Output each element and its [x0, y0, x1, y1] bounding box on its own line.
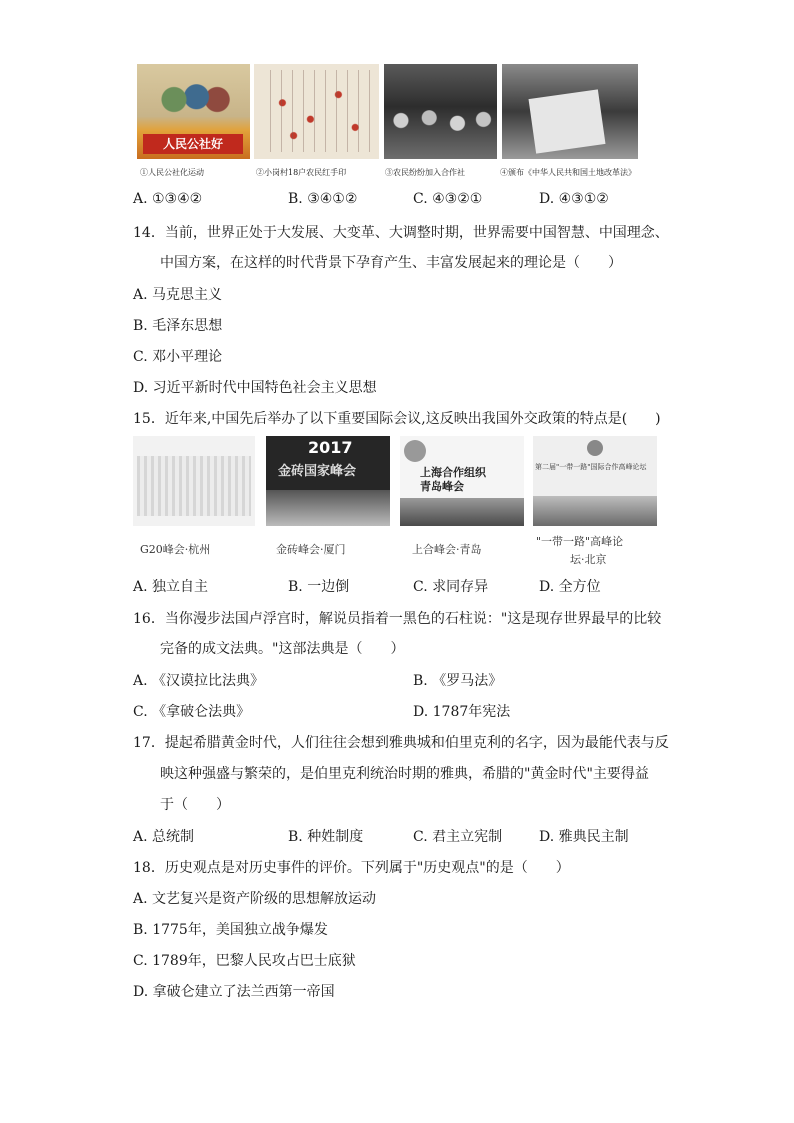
- q15-option-c[interactable]: C. 求同存异: [413, 579, 489, 595]
- q14-stem-line2: 中国方案，在这样的时代背景下孕育产生、丰富发展起来的理论是（ ）: [160, 255, 622, 271]
- q14-option-d[interactable]: D. 习近平新时代中国特色社会主义思想: [133, 380, 377, 396]
- q15-caption-4b: 坛·北京: [570, 553, 607, 566]
- sco-title-1: 上海合作组织: [420, 466, 486, 479]
- q13-caption-2: ②小岗村18户农民红手印: [256, 168, 347, 177]
- q17-option-d[interactable]: D. 雅典民主制: [539, 829, 629, 845]
- q16-stem-line1: 16．当你漫步法国卢浮宫时，解说员指着一黑色的石柱说："这是现存世界最早的比较: [133, 611, 662, 627]
- q14-option-c[interactable]: C. 邓小平理论: [133, 349, 223, 365]
- q14-option-b[interactable]: B. 毛泽东思想: [133, 318, 223, 334]
- q18-option-a[interactable]: A. 文艺复兴是资产阶级的思想解放运动: [133, 891, 377, 907]
- q15-stem-line1: 15．近年来,中国先后举办了以下重要国际会议,这反映出我国外交政策的特点是( ): [133, 411, 661, 427]
- q13-caption-4: ④颁布《中华人民共和国土地改革法》: [500, 168, 636, 177]
- q13-caption-3: ③农民纷纷加入合作社: [385, 168, 465, 177]
- q13-option-b[interactable]: B. ③④①②: [288, 191, 358, 207]
- q16-stem-line2: 完备的成文法典。"这部法典是（ ）: [160, 641, 405, 657]
- q15-option-d[interactable]: D. 全方位: [539, 579, 601, 595]
- q13-option-a[interactable]: A. ①③④②: [133, 191, 203, 207]
- belt-road-title: 第二届"一带一路"国际合作高峰论坛: [535, 463, 647, 471]
- q18-option-d[interactable]: D. 拿破仑建立了法兰西第一帝国: [133, 984, 335, 1000]
- sco-title-2: 青岛峰会: [420, 480, 464, 493]
- photo-belt-road-beijing: [533, 436, 657, 526]
- photo-land-reform-law: [502, 64, 638, 159]
- q18-stem-line1: 18．历史观点是对历史事件的评价。下列属于"历史观点"的是（ ）: [133, 860, 570, 876]
- q16-option-d[interactable]: D. 1787年宪法: [413, 704, 511, 720]
- q15-option-b[interactable]: B. 一边倒: [288, 579, 350, 595]
- q17-option-c[interactable]: C. 君主立宪制: [413, 829, 503, 845]
- q13-caption-1: ①人民公社化运动: [140, 168, 204, 177]
- q15-caption-3: 上合峰会·青岛: [412, 543, 482, 556]
- q18-option-b[interactable]: B. 1775年，美国独立战争爆发: [133, 922, 328, 938]
- q16-option-b[interactable]: B. 《罗马法》: [413, 673, 503, 689]
- q15-caption-2: 金砖峰会·厦门: [276, 543, 346, 556]
- poster-title: 人民公社好: [143, 134, 243, 154]
- q16-option-a[interactable]: A. 《汉谟拉比法典》: [133, 673, 265, 689]
- q14-stem-line1: 14．当前，世界正处于大发展、大变革、大调整时期，世界需要中国智慧、中国理念、: [133, 225, 669, 241]
- q17-option-a[interactable]: A. 总统制: [133, 829, 195, 845]
- q13-option-d[interactable]: D. ④③①②: [539, 191, 609, 207]
- q17-stem-line3: 于（ ）: [160, 797, 230, 813]
- q18-option-c[interactable]: C. 1789年，巴黎人民攻占巴士底狱: [133, 953, 356, 969]
- photo-brics-xiamen: [266, 436, 390, 526]
- q16-option-c[interactable]: C. 《拿破仑法典》: [133, 704, 251, 720]
- q17-stem-line2: 映这种强盛与繁荣的，是伯里克利统治时期的雅典，希腊的"黄金时代"主要得益: [160, 766, 649, 782]
- q14-option-a[interactable]: A. 马克思主义: [133, 287, 223, 303]
- q17-stem-line1: 17．提起希腊黄金时代，人们往往会想到雅典城和伯里克利的名字，因为最能代表与反: [133, 735, 669, 751]
- photo-red-fingerprints: [254, 64, 379, 159]
- photo-g20-hangzhou: [133, 436, 255, 526]
- q15-caption-4a: "一带一路"高峰论: [536, 535, 624, 548]
- photo-farmers-cooperative: [384, 64, 497, 159]
- q17-option-b[interactable]: B. 种姓制度: [288, 829, 364, 845]
- photo-people-commune-poster: [137, 64, 250, 159]
- q13-option-c[interactable]: C. ④③②①: [413, 191, 483, 207]
- brics-banner: 金砖国家峰会: [278, 464, 357, 479]
- photo-sco-qingdao: [400, 436, 524, 526]
- q15-option-a[interactable]: A. 独立自主: [133, 579, 209, 595]
- q15-caption-1: G20峰会·杭州: [140, 543, 211, 556]
- brics-year: 2017: [308, 438, 353, 457]
